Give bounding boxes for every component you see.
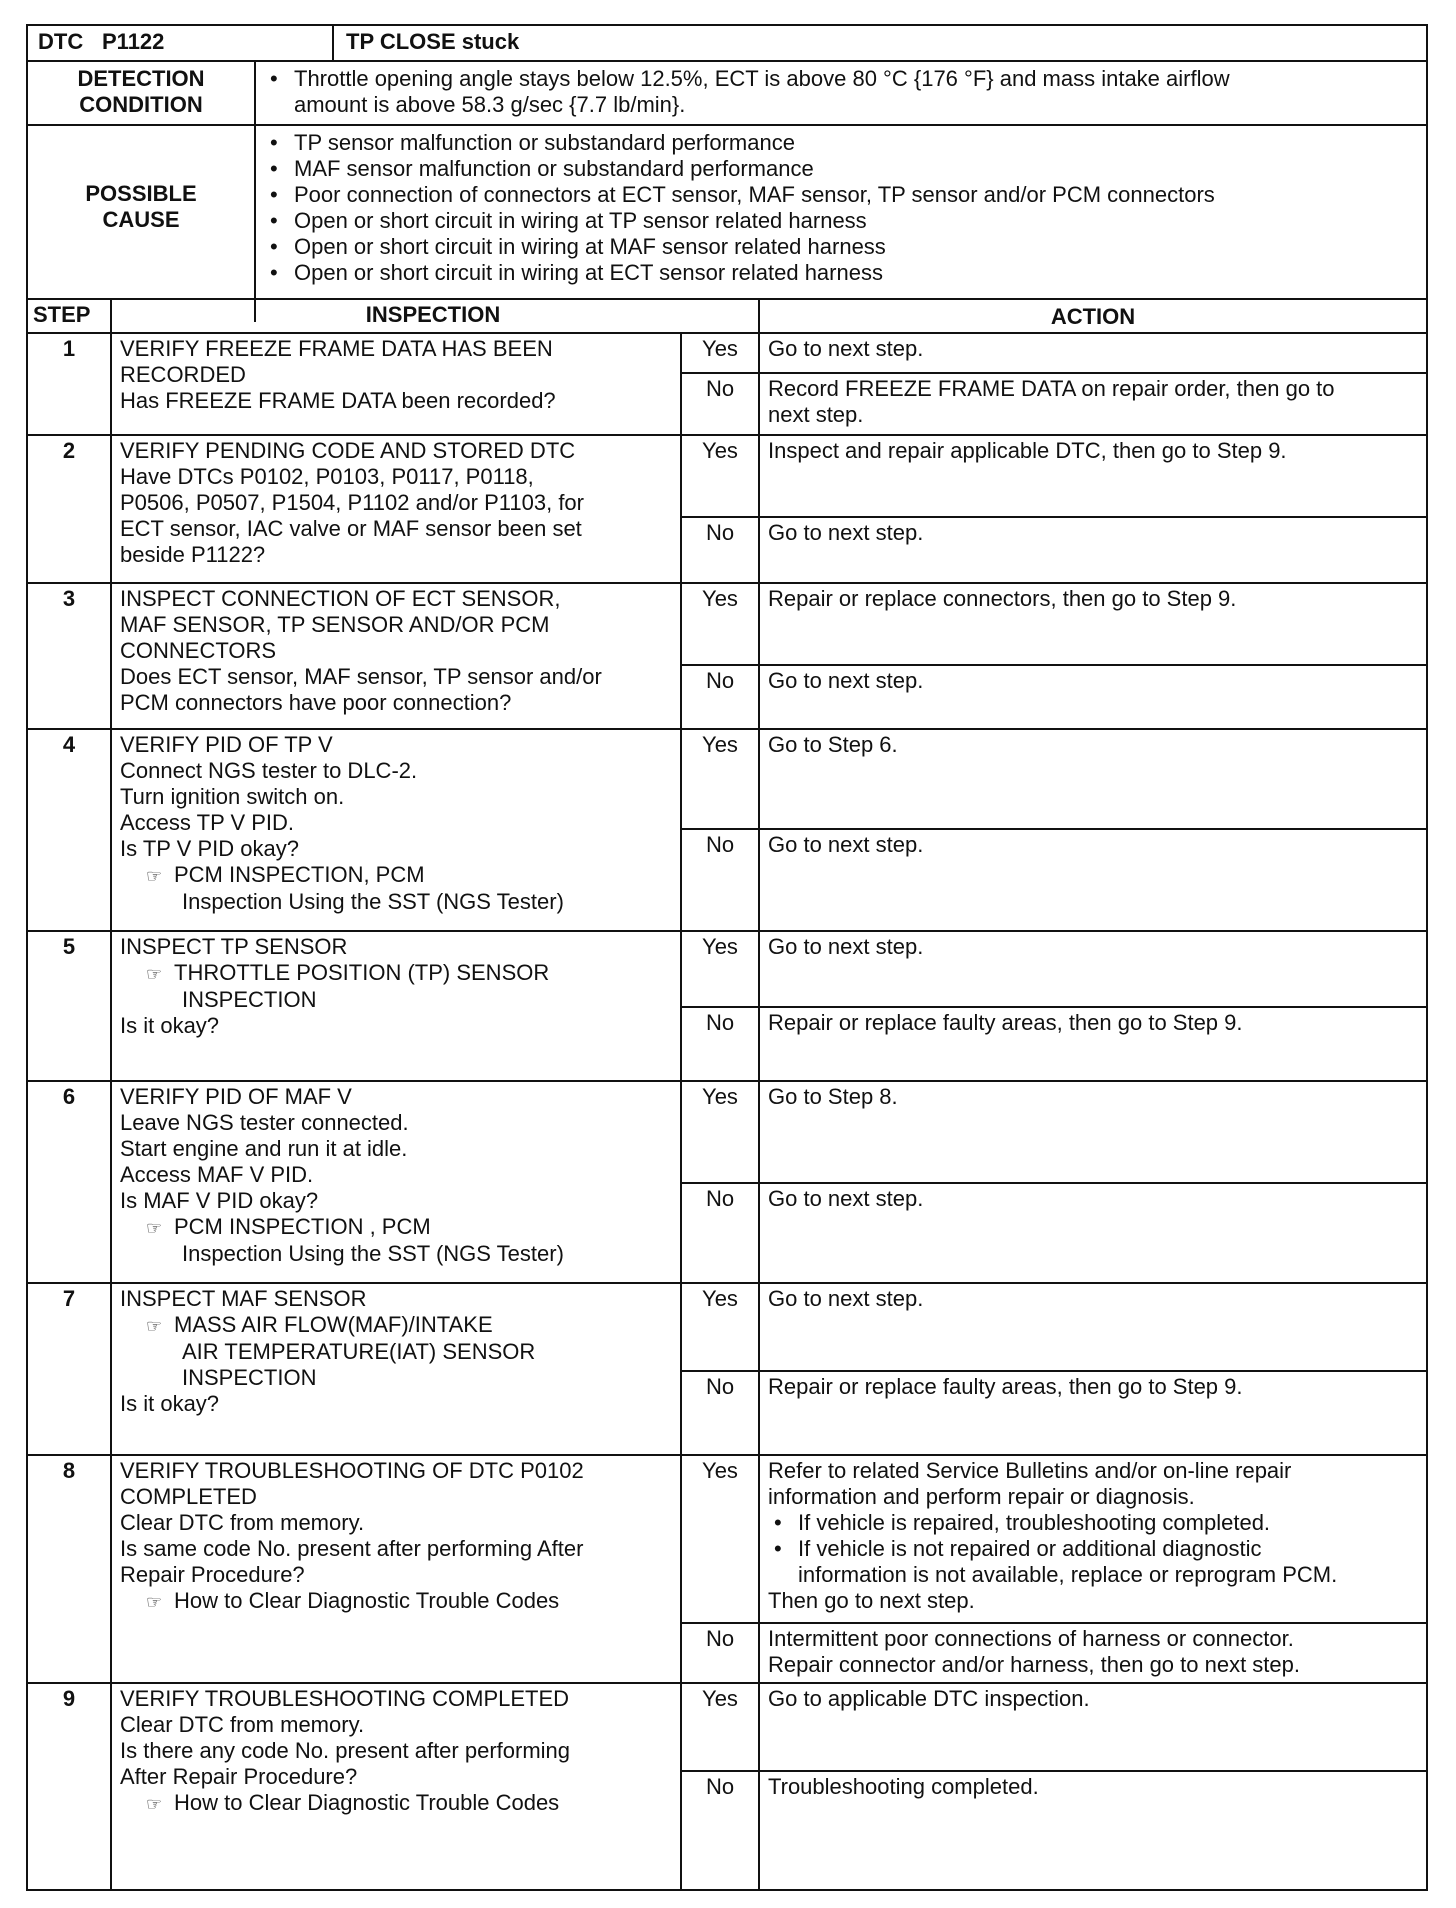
- action-line: Repair or replace faulty areas, then go to Step 9.: [768, 1374, 1243, 1399]
- yes-label: Yes: [702, 1458, 738, 1483]
- dtc-label: DTC: [38, 29, 84, 54]
- yes-label: Yes: [702, 438, 738, 463]
- inspection-line: INSPECT CONNECTION OF ECT SENSOR,: [120, 586, 561, 611]
- action-bullet-line: information is not available, replace or reprogram PCM.: [798, 1562, 1338, 1587]
- reference-text[interactable]: How to Clear Diagnostic Trouble Codes: [174, 1790, 560, 1815]
- action-line: Go to Step 8.: [768, 1084, 898, 1109]
- action-line: Go to next step.: [768, 1186, 924, 1211]
- inspection-line: VERIFY PID OF MAF V: [120, 1084, 352, 1109]
- inspection-column-header: INSPECTION: [365, 302, 501, 327]
- reference-text[interactable]: PCM INSPECTION, PCM: [174, 862, 425, 887]
- inspection-line: After Repair Procedure?: [120, 1764, 358, 1789]
- cause-item: • MAF sensor malfunction or substandard performance: [264, 156, 1215, 182]
- divider: [28, 1282, 1428, 1284]
- no-label: No: [705, 376, 735, 401]
- inspection-line: CONNECTORS: [120, 638, 277, 663]
- action-bullet-line: • If vehicle is not repaired or additional diagnostic: [798, 1536, 1262, 1561]
- inspection-line: P0506, P0507, P1504, P1102 and/or P1103, for: [120, 490, 584, 515]
- inspection-line: ECT sensor, IAC valve or MAF sensor been set: [120, 516, 582, 541]
- reference-text[interactable]: AIR TEMPERATURE(IAT) SENSOR: [182, 1339, 536, 1364]
- inspection-line: Has FREEZE FRAME DATA been recorded?: [120, 388, 556, 413]
- divider: [28, 434, 1428, 436]
- dtc-code: P1122: [102, 29, 165, 54]
- no-label: No: [705, 832, 735, 857]
- reference-text[interactable]: PCM INSPECTION , PCM: [174, 1214, 431, 1239]
- divider: [110, 298, 112, 1891]
- step-number: 9: [62, 1686, 76, 1711]
- inspection-text: [120, 732, 676, 915]
- divider: [28, 1080, 1428, 1082]
- reference-text[interactable]: INSPECTION: [182, 987, 317, 1012]
- inspection-line: Clear DTC from memory.: [120, 1712, 365, 1737]
- inspection-line: Access TP V PID.: [120, 810, 295, 835]
- action-line: Record FREEZE FRAME DATA on repair order, then go to: [768, 376, 1335, 401]
- inspection-line: beside P1122?: [120, 542, 266, 567]
- inspection-line: INSPECT TP SENSOR: [120, 934, 348, 959]
- reference-line: [120, 960, 676, 987]
- reference-line: [120, 987, 676, 1013]
- action-bullet-list: [768, 1510, 1424, 1588]
- reference-text[interactable]: THROTTLE POSITION (TP) SENSOR: [174, 960, 550, 985]
- action-bullet: [768, 1510, 1424, 1536]
- divider: [680, 516, 1428, 518]
- yes-action: [768, 1286, 1424, 1312]
- divider: [28, 332, 1428, 334]
- reference-line: [120, 889, 676, 915]
- reference-text[interactable]: How to Clear Diagnostic Trouble Codes: [174, 1588, 560, 1613]
- yes-label: Yes: [702, 336, 738, 361]
- yes-label: Yes: [702, 586, 738, 611]
- divider: [28, 728, 1428, 730]
- inspection-line: COMPLETED: [120, 1484, 257, 1509]
- action-line: Repair or replace connectors, then go to Step 9.: [768, 586, 1237, 611]
- inspection-line: Clear DTC from memory.: [120, 1510, 365, 1535]
- divider: [28, 124, 1428, 126]
- step-number: 1: [62, 336, 76, 361]
- inspection-line: Have DTCs P0102, P0103, P0117, P0118,: [120, 464, 534, 489]
- inspection-line: Turn ignition switch on.: [120, 784, 345, 809]
- no-label: No: [705, 1374, 735, 1399]
- cause-item: • Open or short circuit in wiring at TP sensor related harness: [264, 208, 1215, 234]
- inspection-line: Start engine and run it at idle.: [120, 1136, 408, 1161]
- yes-label: Yes: [702, 1686, 738, 1711]
- no-action: [768, 376, 1424, 428]
- action-line: Go to next step.: [768, 520, 924, 545]
- yes-action: [768, 336, 1424, 362]
- divider: [332, 26, 334, 60]
- action-bullet: [768, 1536, 1424, 1588]
- reference-line: [120, 1588, 676, 1615]
- no-action: [768, 1186, 1424, 1212]
- pointing-hand-icon: ☞: [146, 866, 163, 886]
- reference-text[interactable]: INSPECTION: [182, 1365, 317, 1390]
- no-label: No: [705, 520, 735, 545]
- step-number: 4: [62, 732, 76, 757]
- no-action: [768, 520, 1424, 546]
- no-label: No: [705, 1774, 735, 1799]
- dtc-title: TP CLOSE stuck: [346, 29, 520, 54]
- divider: [28, 582, 1428, 584]
- pointing-hand-icon: ☞: [146, 1794, 163, 1814]
- action-line: Go to next step.: [768, 934, 924, 959]
- action-line: Go to Step 6.: [768, 732, 898, 757]
- cause-item: • TP sensor malfunction or substandard performance: [264, 130, 1215, 156]
- reference-line: [120, 1312, 676, 1339]
- yes-label: Yes: [702, 934, 738, 959]
- inspection-line: Connect NGS tester to DLC-2.: [120, 758, 418, 783]
- step-number: 2: [62, 438, 76, 463]
- action-line: Inspect and repair applicable DTC, then go to Step 9.: [768, 438, 1287, 463]
- reference-line: [120, 862, 676, 889]
- divider: [680, 1370, 1428, 1372]
- divider: [680, 664, 1428, 666]
- no-label: No: [705, 1010, 735, 1035]
- divider: [680, 828, 1428, 830]
- inspection-line: VERIFY PID OF TP V: [120, 732, 333, 757]
- action-line: Go to next step.: [768, 1286, 924, 1311]
- reference-text[interactable]: MASS AIR FLOW(MAF)/INTAKE: [174, 1312, 493, 1337]
- reference-line: [120, 1365, 676, 1391]
- action-line: Go to next step.: [768, 832, 924, 857]
- action-line: Repair connector and/or harness, then go to next step.: [768, 1652, 1300, 1677]
- divider: [680, 372, 1428, 374]
- cause-item: • Poor connection of connectors at ECT sensor, MAF sensor, TP sensor and/or PCM connectors: [264, 182, 1215, 208]
- inspection-line: Access MAF V PID.: [120, 1162, 314, 1187]
- step-column-header: STEP: [33, 302, 91, 327]
- action-line: Troubleshooting completed.: [768, 1774, 1039, 1799]
- inspection-line: Is there any code No. present after performing: [120, 1738, 571, 1763]
- no-action: [768, 1374, 1424, 1400]
- step-number: 7: [62, 1286, 76, 1311]
- yes-action: [768, 1084, 1424, 1110]
- action-line: Intermittent poor connections of harness or connector.: [768, 1626, 1294, 1651]
- action-line: Go to next step.: [768, 668, 924, 693]
- yes-action: [768, 438, 1424, 464]
- inspection-text: [120, 934, 676, 1039]
- yes-label: Yes: [702, 1286, 738, 1311]
- yes-action: [768, 732, 1424, 758]
- reference-text[interactable]: Inspection Using the SST (NGS Tester): [182, 1241, 564, 1266]
- action-line: Refer to related Service Bulletins and/or on-line repair: [768, 1458, 1292, 1483]
- action-line: Repair or replace faulty areas, then go to Step 9.: [768, 1010, 1243, 1035]
- step-number: 3: [62, 586, 76, 611]
- yes-label: Yes: [702, 1084, 738, 1109]
- action-line: next step.: [768, 402, 864, 427]
- inspection-line: Leave NGS tester connected.: [120, 1110, 409, 1135]
- divider: [28, 1682, 1428, 1684]
- possible-cause-label: POSSIBLE CAUSE: [85, 181, 197, 232]
- divider: [680, 332, 682, 1891]
- inspection-text: [120, 336, 676, 414]
- inspection-line: VERIFY TROUBLESHOOTING COMPLETED: [120, 1686, 570, 1711]
- inspection-line: Is same code No. present after performing After: [120, 1536, 584, 1561]
- inspection-line: PCM connectors have poor connection?: [120, 690, 512, 715]
- inspection-line: Does ECT sensor, MAF sensor, TP sensor and/or: [120, 664, 602, 689]
- step-number: 6: [62, 1084, 76, 1109]
- yes-action: [768, 586, 1424, 612]
- action-line: Go to applicable DTC inspection.: [768, 1686, 1090, 1711]
- step-number: 5: [62, 934, 76, 959]
- pointing-hand-icon: ☞: [146, 964, 163, 984]
- divider: [254, 60, 256, 322]
- inspection-line: VERIFY TROUBLESHOOTING OF DTC P0102: [120, 1458, 584, 1483]
- inspection-text: [120, 586, 676, 716]
- inspection-text: [120, 1286, 676, 1417]
- inspection-line: VERIFY PENDING CODE AND STORED DTC: [120, 438, 576, 463]
- step-number: 8: [62, 1458, 76, 1483]
- pointing-hand-icon: ☞: [146, 1316, 163, 1336]
- no-action: [768, 1010, 1424, 1036]
- cause-item: • Open or short circuit in wiring at MAF sensor related harness: [264, 234, 1215, 260]
- reference-text[interactable]: Inspection Using the SST (NGS Tester): [182, 889, 564, 914]
- cause-item: • Open or short circuit in wiring at ECT sensor related harness: [264, 260, 1215, 286]
- yes-action: [768, 1686, 1424, 1712]
- inspection-line: VERIFY FREEZE FRAME DATA HAS BEEN: [120, 336, 553, 361]
- pointing-hand-icon: ☞: [146, 1218, 163, 1238]
- divider: [28, 298, 1428, 300]
- no-action: [768, 832, 1424, 858]
- divider: [758, 298, 760, 1891]
- divider: [28, 1454, 1428, 1456]
- action-line: information and perform repair or diagnosis.: [768, 1484, 1195, 1509]
- inspection-line: Is it okay?: [120, 1391, 220, 1416]
- reference-line: [120, 1241, 676, 1267]
- reference-line: [120, 1214, 676, 1241]
- reference-line: [120, 1790, 676, 1817]
- inspection-line: Is MAF V PID okay?: [120, 1188, 319, 1213]
- reference-line: [120, 1339, 676, 1365]
- action-bullet-line: • If vehicle is repaired, troubleshooting completed.: [798, 1510, 1271, 1535]
- detection-text: • Throttle opening angle stays below 12.5%, ECT is above 80 °C {176 °F} and mass intake airflow amount is above 58.3 g/sec {7.7 lb/min}.: [264, 66, 1230, 118]
- action-column-header: ACTION: [1050, 304, 1136, 329]
- divider: [680, 1006, 1428, 1008]
- inspection-text: [120, 1084, 676, 1267]
- no-label: No: [705, 668, 735, 693]
- inspection-text: [120, 1458, 676, 1615]
- inspection-line: RECORDED: [120, 362, 246, 387]
- yes-action: [768, 934, 1424, 960]
- no-action: [768, 1774, 1424, 1800]
- yes-label: Yes: [702, 732, 738, 757]
- divider: [28, 930, 1428, 932]
- inspection-text: [120, 1686, 676, 1817]
- divider: [680, 1770, 1428, 1772]
- inspection-line: Is TP V PID okay?: [120, 836, 299, 861]
- no-action: [768, 668, 1424, 694]
- dtc-troubleshooting-sheet: [26, 24, 1428, 1891]
- action-line: Go to next step.: [768, 336, 924, 361]
- detection-label: DETECTION CONDITION: [77, 66, 205, 117]
- divider: [680, 1182, 1428, 1184]
- inspection-text: [120, 438, 676, 568]
- inspection-line: INSPECT MAF SENSOR: [120, 1286, 367, 1311]
- no-label: No: [705, 1186, 735, 1211]
- inspection-line: Repair Procedure?: [120, 1562, 305, 1587]
- inspection-line: Is it okay?: [120, 1013, 220, 1038]
- no-label: No: [705, 1626, 735, 1651]
- divider: [680, 1622, 1428, 1624]
- possible-cause-list: [264, 130, 1215, 286]
- yes-action: [768, 1458, 1424, 1614]
- divider: [28, 60, 1428, 62]
- pointing-hand-icon: ☞: [146, 1592, 163, 1612]
- inspection-line: MAF SENSOR, TP SENSOR AND/OR PCM: [120, 612, 550, 637]
- no-action: [768, 1626, 1424, 1678]
- action-line: Then go to next step.: [768, 1588, 975, 1613]
